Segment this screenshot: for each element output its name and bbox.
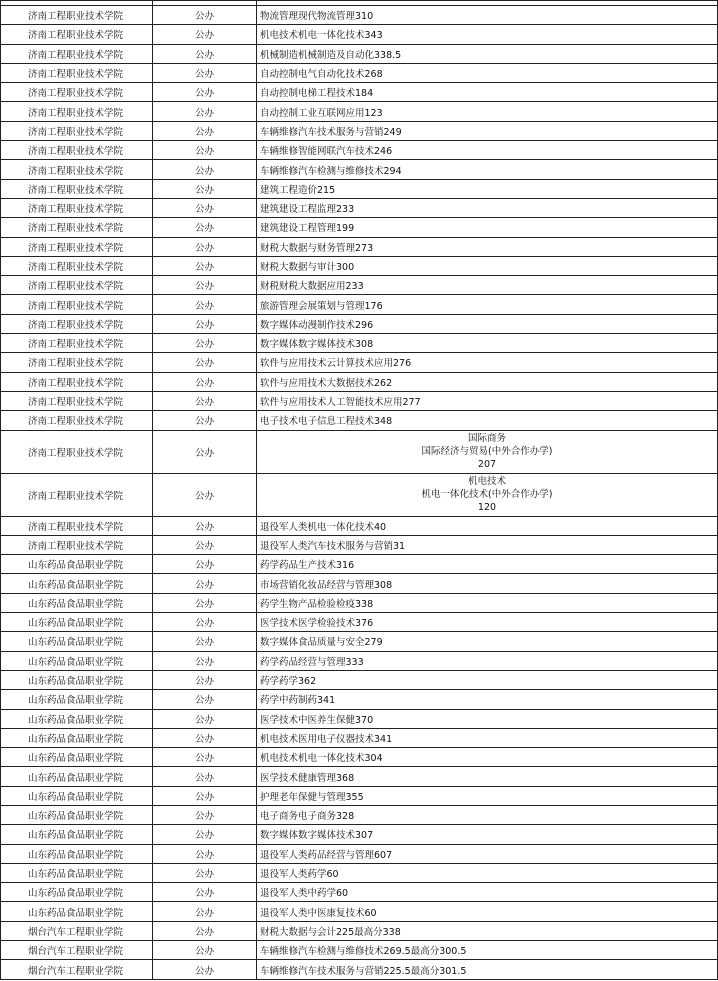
ownership-cell: 公办	[152, 257, 256, 275]
table-row	[0, 6, 718, 25]
major-score-line: 机电一体化技术(中外合作办学)	[421, 489, 553, 501]
table-row	[0, 353, 718, 372]
major-score-cell: 市场营销化妆品经营与管理308	[256, 574, 718, 592]
school-cell: 济南工程职业技术学院	[0, 83, 152, 101]
table-row	[0, 64, 718, 83]
major-score-cell: 建筑工程造价215	[256, 180, 718, 198]
school-cell: 山东药品食品职业学院	[0, 574, 152, 592]
ownership-cell: 公办	[152, 690, 256, 708]
major-score-cell: 车辆维修智能网联汽车技术246	[256, 141, 718, 159]
school-cell: 山东药品食品职业学院	[0, 825, 152, 843]
ownership-cell: 公办	[152, 141, 256, 159]
major-score-cell: 机械制造机械制造及自动化338.5	[256, 45, 718, 63]
table-row	[0, 922, 718, 941]
ownership-cell: 公办	[152, 392, 256, 410]
major-score-cell: 医学技术医学检验技术376	[256, 613, 718, 631]
ownership-cell: 公办	[152, 922, 256, 940]
major-score-cell: 电子技术电子信息工程技术348	[256, 411, 718, 429]
ownership-cell: 公办	[152, 334, 256, 352]
major-score-cell: 软件与应用技术云计算技术应用276	[256, 353, 718, 371]
ownership-cell: 公办	[152, 960, 256, 978]
school-cell: 山东药品食品职业学院	[0, 613, 152, 631]
school-cell: 济南工程职业技术学院	[0, 218, 152, 236]
table-row	[0, 902, 718, 921]
major-score-cell: 建筑建设工程管理199	[256, 218, 718, 236]
major-score-cell: 电子商务电子商务328	[256, 806, 718, 824]
school-cell: 济南工程职业技术学院	[0, 411, 152, 429]
ownership-cell: 公办	[152, 710, 256, 728]
school-cell: 山东药品食品职业学院	[0, 710, 152, 728]
major-score-cell: 药学生物产品检验检疫338	[256, 594, 718, 612]
major-score-cell: 自动控制电梯工程技术184	[256, 83, 718, 101]
table-row	[0, 594, 718, 613]
table-row	[0, 122, 718, 141]
ownership-cell: 公办	[152, 238, 256, 256]
major-score-cell	[256, 474, 718, 516]
school-cell: 济南工程职业技术学院	[0, 373, 152, 391]
major-score-cell: 机电技术医用电子仪器技术341	[256, 729, 718, 747]
table-row	[0, 218, 718, 237]
table-row	[0, 315, 718, 334]
major-score-cell: 数字媒体动漫制作技术296	[256, 315, 718, 333]
table-row	[0, 373, 718, 392]
major-score-cell: 医学技术健康管理368	[256, 767, 718, 785]
major-score-cell: 物流管理现代物流管理310	[256, 6, 718, 24]
school-cell: 济南工程职业技术学院	[0, 141, 152, 159]
table-row	[0, 141, 718, 160]
ownership-cell: 公办	[152, 902, 256, 920]
major-score-cell: 车辆维修汽车技术服务与营销249	[256, 122, 718, 140]
table-row	[0, 652, 718, 671]
table-row	[0, 710, 718, 729]
school-cell: 济南工程职业技术学院	[0, 334, 152, 352]
school-cell: 济南工程职业技术学院	[0, 536, 152, 554]
major-score-cell: 护理老年保健与管理355	[256, 787, 718, 805]
major-score-cell: 数字媒体数字媒体技术308	[256, 334, 718, 352]
ownership-cell: 公办	[152, 218, 256, 236]
ownership-cell: 公办	[152, 102, 256, 120]
major-score-cell: 自动控制工业互联网应用123	[256, 102, 718, 120]
major-score-cell: 药学中药制药341	[256, 690, 718, 708]
table-row	[0, 825, 718, 844]
major-score-cell: 旅游管理会展策划与管理176	[256, 295, 718, 313]
school-cell: 山东药品食品职业学院	[0, 864, 152, 882]
school-cell: 山东药品食品职业学院	[0, 767, 152, 785]
ownership-cell: 公办	[152, 160, 256, 178]
table-row	[0, 787, 718, 806]
major-score-line: 207	[477, 459, 497, 471]
ownership-cell: 公办	[152, 25, 256, 43]
table-row	[0, 883, 718, 902]
table-row	[0, 160, 718, 179]
school-cell: 山东药品食品职业学院	[0, 690, 152, 708]
ownership-cell: 公办	[152, 671, 256, 689]
school-cell: 济南工程职业技术学院	[0, 392, 152, 410]
table-row	[0, 517, 718, 536]
ownership-cell: 公办	[152, 883, 256, 901]
major-score-cell: 数字媒体数字媒体技术307	[256, 825, 718, 843]
major-score-cell: 财税大数据与审计300	[256, 257, 718, 275]
major-score-cell: 自动控制电气自动化技术268	[256, 64, 718, 82]
table-row	[0, 632, 718, 651]
ownership-cell: 公办	[152, 6, 256, 24]
school-cell: 烟台汽车工程职业学院	[0, 960, 152, 978]
major-score-cell: 退役军人类机电一体化技术40	[256, 517, 718, 535]
ownership-cell: 公办	[152, 748, 256, 766]
school-cell: 山东药品食品职业学院	[0, 883, 152, 901]
ownership-cell: 公办	[152, 787, 256, 805]
major-score-cell	[256, 431, 718, 473]
table-row	[0, 83, 718, 102]
major-score-cell: 财税大数据与会计225最高分338	[256, 922, 718, 940]
table-row	[0, 690, 718, 709]
ownership-cell: 公办	[152, 315, 256, 333]
ownership-cell: 公办	[152, 431, 256, 473]
school-cell: 山东药品食品职业学院	[0, 632, 152, 650]
table-row	[0, 474, 718, 517]
major-score-cell: 退役军人类药品经营与管理607	[256, 845, 718, 863]
ownership-cell: 公办	[152, 594, 256, 612]
ownership-cell: 公办	[152, 767, 256, 785]
ownership-cell: 公办	[152, 729, 256, 747]
school-cell: 济南工程职业技术学院	[0, 6, 152, 24]
ownership-cell: 公办	[152, 474, 256, 516]
school-cell: 济南工程职业技术学院	[0, 315, 152, 333]
ownership-cell: 公办	[152, 353, 256, 371]
major-score-cell: 机电技术机电一体化技术343	[256, 25, 718, 43]
ownership-cell: 公办	[152, 806, 256, 824]
school-cell: 济南工程职业技术学院	[0, 25, 152, 43]
major-score-cell: 药学药品生产技术316	[256, 555, 718, 573]
school-cell: 济南工程职业技术学院	[0, 122, 152, 140]
school-cell: 济南工程职业技术学院	[0, 238, 152, 256]
school-cell: 山东药品食品职业学院	[0, 806, 152, 824]
major-score-cell: 财税财税大数据应用233	[256, 276, 718, 294]
major-score-cell: 软件与应用技术大数据技术262	[256, 373, 718, 391]
table-row	[0, 941, 718, 960]
major-score-cell: 药学药品经营与管理333	[256, 652, 718, 670]
school-cell: 山东药品食品职业学院	[0, 555, 152, 573]
table-row	[0, 257, 718, 276]
table-row	[0, 431, 718, 474]
major-score-cell: 建筑建设工程监理233	[256, 199, 718, 217]
major-score-cell: 退役军人类中药学60	[256, 883, 718, 901]
school-cell: 烟台汽车工程职业学院	[0, 941, 152, 959]
table-row	[0, 411, 718, 430]
ownership-cell: 公办	[152, 825, 256, 843]
table-row	[0, 199, 718, 218]
school-cell: 山东药品食品职业学院	[0, 845, 152, 863]
table-row	[0, 555, 718, 574]
table-row	[0, 613, 718, 632]
ownership-cell: 公办	[152, 536, 256, 554]
school-cell: 济南工程职业技术学院	[0, 517, 152, 535]
ownership-cell: 公办	[152, 122, 256, 140]
major-score-line: 120	[477, 502, 497, 514]
table-row	[0, 806, 718, 825]
school-cell: 济南工程职业技术学院	[0, 431, 152, 473]
school-cell: 山东药品食品职业学院	[0, 902, 152, 920]
major-score-cell: 车辆维修汽车技术服务与营销225.5最高分301.5	[256, 960, 718, 978]
major-score-cell: 退役军人类汽车技术服务与营销31	[256, 536, 718, 554]
major-score-line: 国际经济与贸易(中外合作办学)	[421, 446, 553, 458]
ownership-cell: 公办	[152, 652, 256, 670]
school-cell: 济南工程职业技术学院	[0, 45, 152, 63]
major-score-cell: 机电技术机电一体化技术304	[256, 748, 718, 766]
major-score-cell: 药学药学362	[256, 671, 718, 689]
ownership-cell: 公办	[152, 295, 256, 313]
table-row	[0, 334, 718, 353]
major-score-line: 机电技术	[467, 476, 506, 488]
table-row	[0, 671, 718, 690]
major-score-cell: 退役军人类中医康复技术60	[256, 902, 718, 920]
ownership-cell: 公办	[152, 45, 256, 63]
major-score-cell: 车辆维修汽车检测与维修技术269.5最高分300.5	[256, 941, 718, 959]
school-cell: 济南工程职业技术学院	[0, 276, 152, 294]
table-row	[0, 295, 718, 314]
major-score-cell: 数字媒体食品质量与安全279	[256, 632, 718, 650]
school-cell: 山东药品食品职业学院	[0, 652, 152, 670]
table-row	[0, 392, 718, 411]
school-cell: 济南工程职业技术学院	[0, 474, 152, 516]
school-cell: 山东药品食品职业学院	[0, 787, 152, 805]
major-score-cell: 软件与应用技术人工智能技术应用277	[256, 392, 718, 410]
table-row	[0, 102, 718, 121]
ownership-cell: 公办	[152, 373, 256, 391]
ownership-cell: 公办	[152, 632, 256, 650]
table-row	[0, 748, 718, 767]
school-cell: 山东药品食品职业学院	[0, 729, 152, 747]
school-cell: 济南工程职业技术学院	[0, 180, 152, 198]
ownership-cell: 公办	[152, 64, 256, 82]
ownership-cell: 公办	[152, 83, 256, 101]
ownership-cell: 公办	[152, 411, 256, 429]
table-row	[0, 960, 718, 979]
table-row	[0, 238, 718, 257]
ownership-cell: 公办	[152, 276, 256, 294]
table-row	[0, 574, 718, 593]
table-body	[0, 6, 718, 980]
table-row	[0, 536, 718, 555]
major-score-cell: 车辆维修汽车检测与维修技术294	[256, 160, 718, 178]
school-cell: 济南工程职业技术学院	[0, 160, 152, 178]
ownership-cell: 公办	[152, 555, 256, 573]
major-score-cell: 退役军人类药学60	[256, 864, 718, 882]
table-row	[0, 845, 718, 864]
school-cell: 济南工程职业技术学院	[0, 64, 152, 82]
table-row	[0, 276, 718, 295]
ownership-cell: 公办	[152, 864, 256, 882]
school-cell: 山东药品食品职业学院	[0, 594, 152, 612]
school-cell: 山东药品食品职业学院	[0, 748, 152, 766]
school-cell: 烟台汽车工程职业学院	[0, 922, 152, 940]
ownership-cell: 公办	[152, 845, 256, 863]
table-row	[0, 45, 718, 64]
ownership-cell: 公办	[152, 180, 256, 198]
ownership-cell: 公办	[152, 574, 256, 592]
ownership-cell: 公办	[152, 613, 256, 631]
school-cell: 济南工程职业技术学院	[0, 295, 152, 313]
ownership-cell: 公办	[152, 199, 256, 217]
ownership-cell: 公办	[152, 941, 256, 959]
school-cell: 济南工程职业技术学院	[0, 257, 152, 275]
ownership-cell: 公办	[152, 517, 256, 535]
table-row	[0, 25, 718, 44]
table-row	[0, 767, 718, 786]
school-cell: 济南工程职业技术学院	[0, 102, 152, 120]
table-row	[0, 729, 718, 748]
major-score-cell: 财税大数据与财务管理273	[256, 238, 718, 256]
school-cell: 济南工程职业技术学院	[0, 199, 152, 217]
school-cell: 山东药品食品职业学院	[0, 671, 152, 689]
table-row	[0, 180, 718, 199]
table-row	[0, 864, 718, 883]
major-score-cell: 医学技术中医养生保健370	[256, 710, 718, 728]
major-score-line: 国际商务	[467, 433, 506, 445]
school-cell: 济南工程职业技术学院	[0, 353, 152, 371]
